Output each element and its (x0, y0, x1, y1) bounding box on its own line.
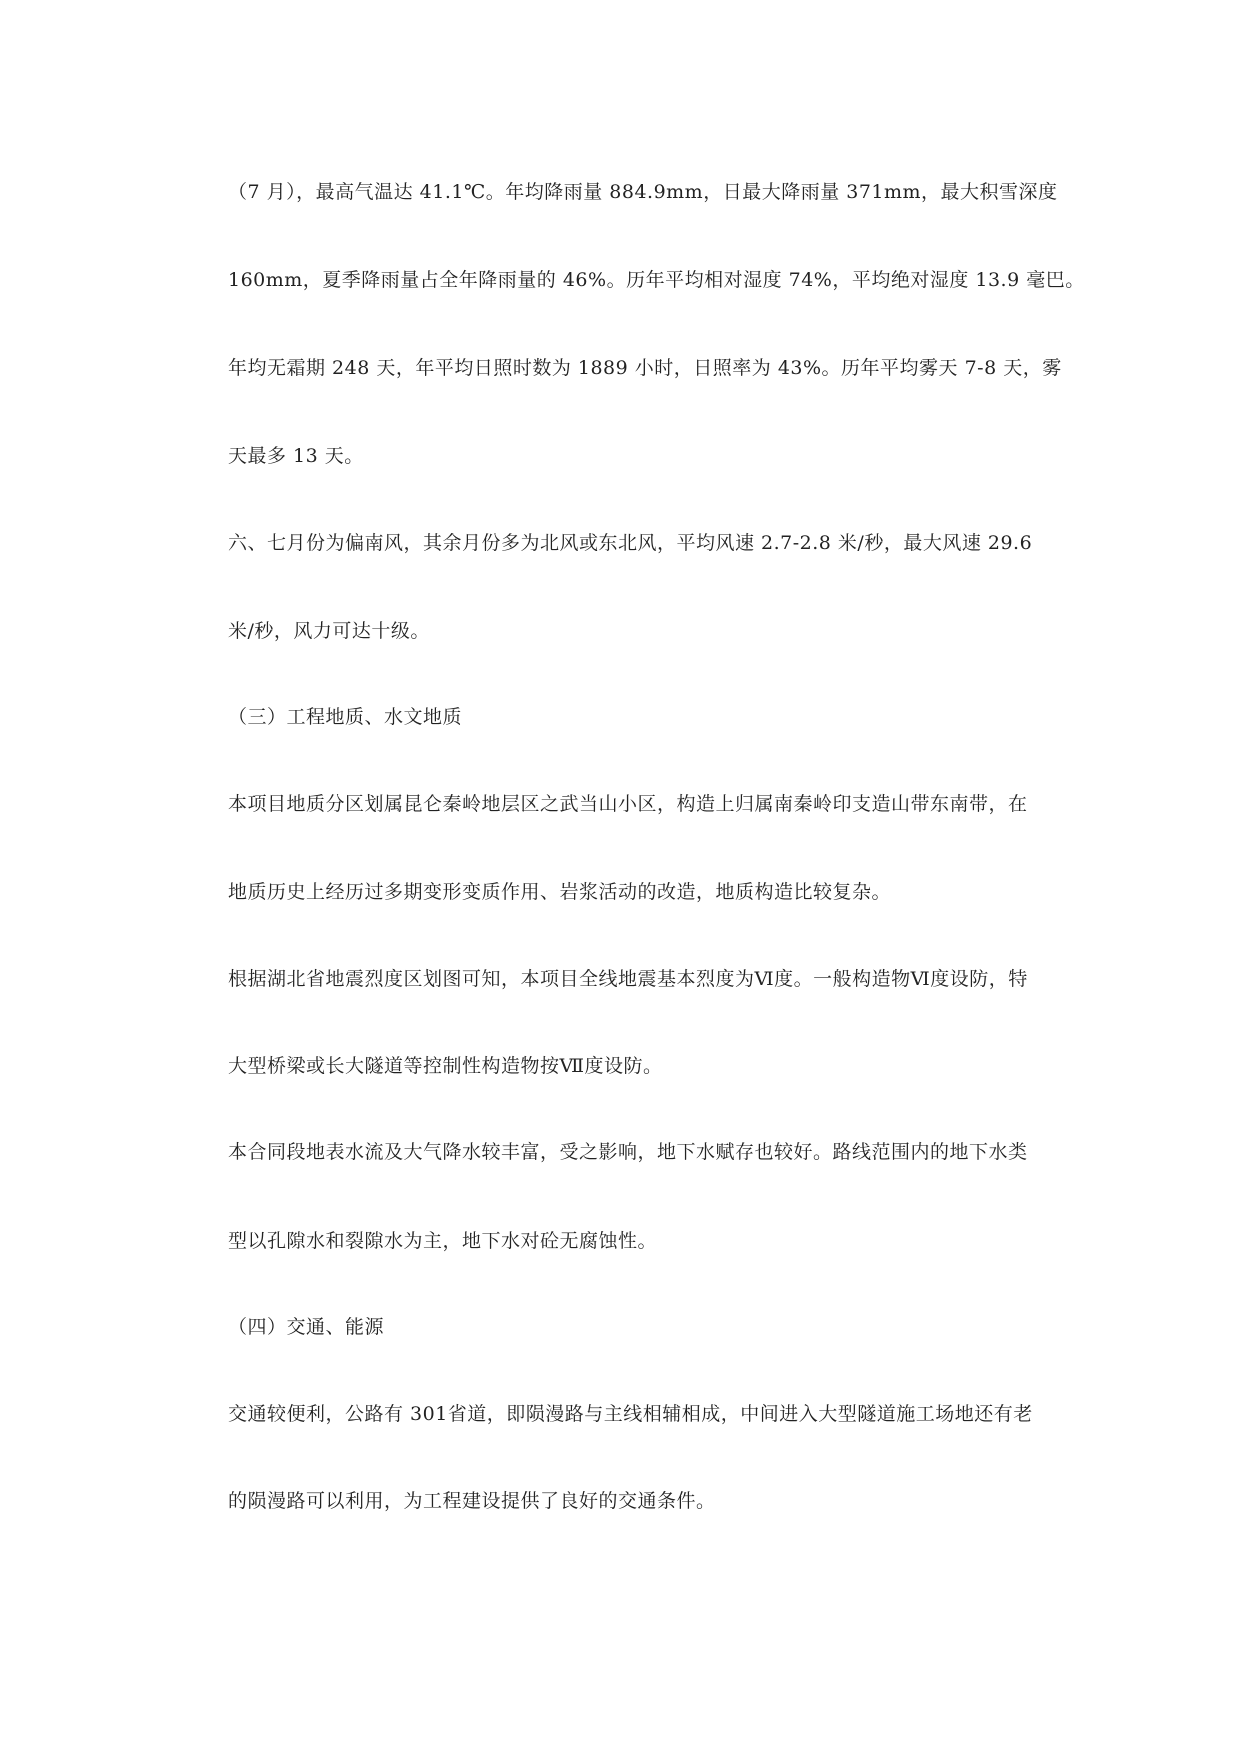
groundwater-paragraph-line-2: 型以孔隙水和裂隙水为主，地下水对砼无腐蚀性。 (228, 1230, 658, 1252)
section-heading-geology: （三）工程地质、水文地质 (228, 706, 463, 728)
seismic-paragraph-line-1: 根据湖北省地震烈度区划图可知，本项目全线地震基本烈度为Ⅵ度。一般构造物Ⅵ度设防，特 (228, 968, 1028, 990)
groundwater-paragraph-line-1: 本合同段地表水流及大气降水较丰富，受之影响，地下水赋存也较好。路线范围内的地下水类 (228, 1141, 1028, 1163)
seismic-paragraph-line-2: 大型桥梁或长大隧道等控制性构造物按Ⅶ度设防。 (228, 1055, 663, 1077)
wind-paragraph-line-1: 六、七月份为偏南风，其余月份多为北风或东北风，平均风速 2.7-2.8 米/秒，最大风速 29.6 (228, 532, 1033, 554)
wind-paragraph-line-2: 米/秒，风力可达十级。 (228, 620, 430, 642)
climate-paragraph-line-2: 160mm，夏季降雨量占全年降雨量的 46%。历年平均相对湿度 74%，平均绝对湿度 13.9 毫巴。 (228, 269, 1085, 291)
transport-paragraph-line-2: 的陨漫路可以利用，为工程建设提供了良好的交通条件。 (228, 1490, 716, 1512)
transport-paragraph-line-1: 交通较便利，公路有 301省道，即陨漫路与主线相辅相成，中间进入大型隧道施工场地还有老 (228, 1403, 1033, 1425)
geology-paragraph-line-1: 本项目地质分区划属昆仑秦岭地层区之武当山小区，构造上归属南秦岭印支造山带东南带，在 (228, 793, 1028, 815)
section-heading-transport: （四）交通、能源 (228, 1316, 385, 1338)
climate-paragraph-line-3: 年均无霜期 248 天，年平均日照时数为 1889 小时，日照率为 43%。历年平均雾天 7-8 天，雾 (228, 357, 1062, 379)
climate-paragraph-line-4: 天最多 13 天。 (228, 445, 364, 467)
geology-paragraph-line-2: 地质历史上经历过多期变形变质作用、岩浆活动的改造，地质构造比较复杂。 (228, 881, 892, 903)
climate-paragraph-line-1: （7 月），最高气温达 41.1℃。年均降雨量 884.9mm，日最大降雨量 371mm，最大积雪深度 (228, 181, 1058, 203)
